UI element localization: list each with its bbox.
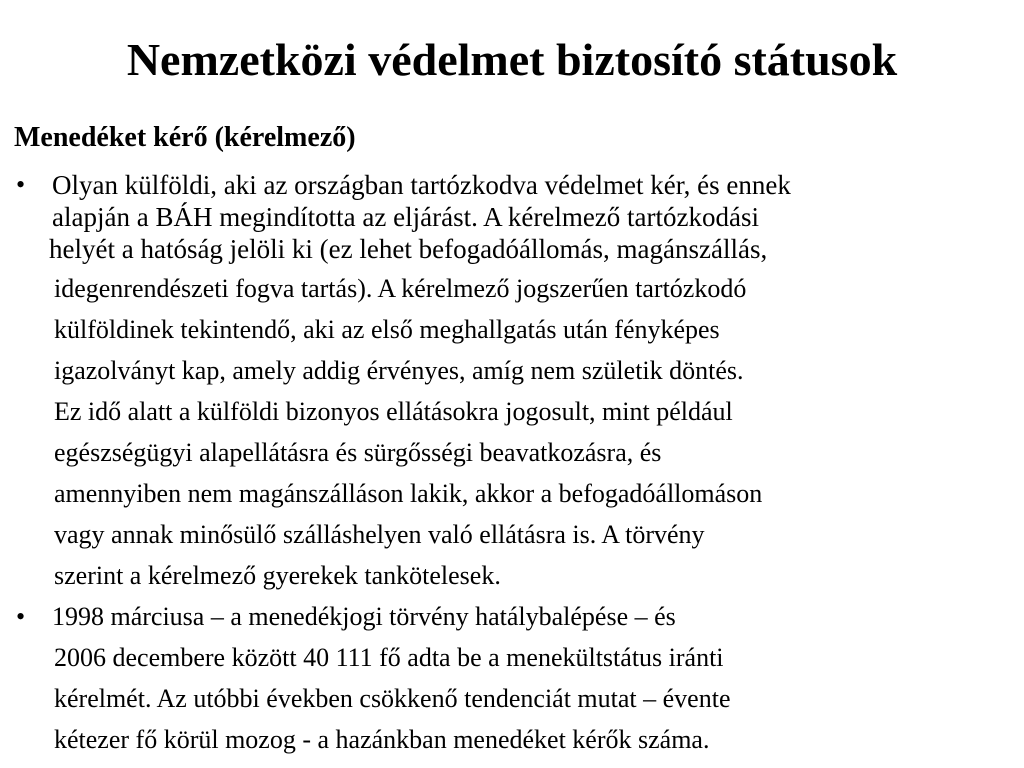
bullet-2-line-2: 2006 decembere között 40 111 fő adta be a menekültstátus iránti	[54, 643, 724, 672]
slide-title: Nemzetközi védelmet biztosító státusok	[126, 34, 898, 85]
bullet-1-line-9: amennyiben nem magánszálláson lakik, akkor a befogadóállomáson	[54, 479, 763, 508]
bullet-1-line-11: szerint a kérelmező gyerekek tankötelesek.	[54, 561, 501, 590]
bullet-2-line-4: kétezer fő körül mozog - a hazánkban menedéket kérők száma.	[54, 725, 710, 754]
bullet-2-line-3: kérelmét. Az utóbbi években csökkenő tendenciát mutat – évente	[54, 684, 731, 713]
bullet-1-line-8: egészségügyi alapellátásra és sürgősségi beavatkozásra, és	[54, 438, 662, 467]
bullet-1-line-1: Olyan külföldi, aki az országban tartózkodva védelmet kér, és ennek	[52, 170, 791, 200]
bullet-marker: •	[16, 170, 26, 199]
bullet-1-line-10: vagy annak minősülő szálláshelyen való ellátásra is. A törvény	[54, 520, 705, 549]
slide-subtitle: Menedéket kérő (kérelmező)	[14, 122, 356, 153]
bullet-1-line-3: helyét a hatóság jelöli ki (ez lehet befogadóállomás, magánszállás,	[49, 234, 768, 264]
bullet-marker: •	[16, 602, 26, 631]
bullet-1-line-6: igazolványt kap, amely addig érvényes, amíg nem születik döntés.	[54, 356, 744, 385]
bullet-2-line-1: 1998 márciusa – a menedékjogi törvény hatálybalépése – és	[52, 602, 676, 631]
bullet-1-line-2: alapján a BÁH megindította az eljárást. A kérelmező tartózkodási	[52, 202, 759, 232]
bullet-1-line-4: idegenrendészeti fogva tartás). A kérelmező jogszerűen tartózkodó	[54, 274, 747, 303]
bullet-1-line-7: Ez idő alatt a külföldi bizonyos ellátásokra jogosult, mint például	[54, 397, 733, 426]
bullet-1-line-5: külföldinek tekintendő, aki az első meghallgatás után fényképes	[54, 315, 720, 344]
